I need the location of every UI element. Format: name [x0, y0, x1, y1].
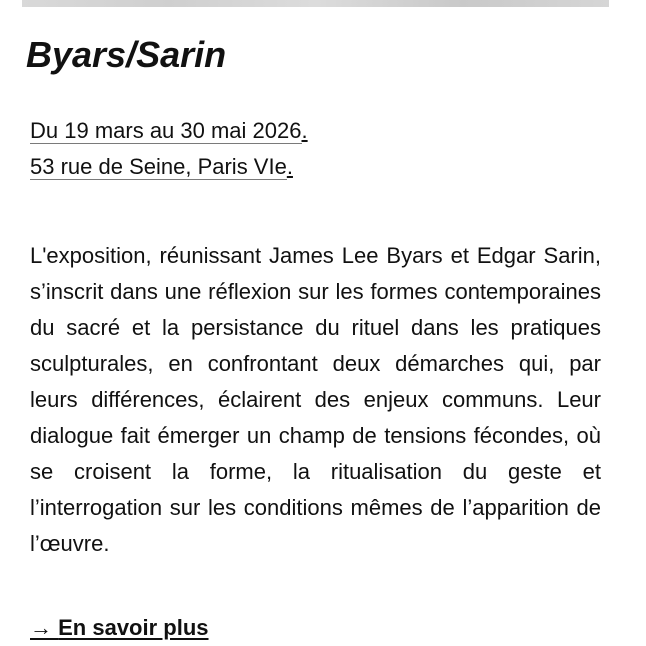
exhibition-address-line — [30, 149, 308, 185]
exhibition-info — [30, 113, 308, 185]
exhibition-dates: Du 19 mars au 30 mai 2026 — [30, 118, 302, 143]
exhibition-image[interactable] — [22, 0, 609, 7]
exhibition-address: 53 rue de Seine, Paris VIe — [30, 154, 287, 179]
learn-more-label: En savoir plus — [58, 615, 209, 640]
exhibition-dates-line — [30, 113, 308, 149]
exhibition-title: Byars/Sarin — [26, 34, 227, 75]
arrow-right-icon: → — [30, 615, 52, 640]
dates-period: . — [301, 118, 308, 143]
learn-more-link[interactable] — [30, 612, 209, 644]
address-period: . — [286, 154, 293, 179]
exhibition-description: L'exposition, réunissant James Lee Byars et Edgar Sarin, s’inscrit dans une réflexion sur les formes contemporaines du sacré et la persistance du rituel dans les pratiques sculpturales, en confrontant deux démarches qui, par leurs différences, éclairent des enjeux communs. Leur dialogue fait émerger un champ de tensions fécondes, où se croisent la forme, la ritualisation du geste et l’interrogation sur les conditions mêmes de l’apparition de l’œuvre. — [30, 243, 601, 556]
